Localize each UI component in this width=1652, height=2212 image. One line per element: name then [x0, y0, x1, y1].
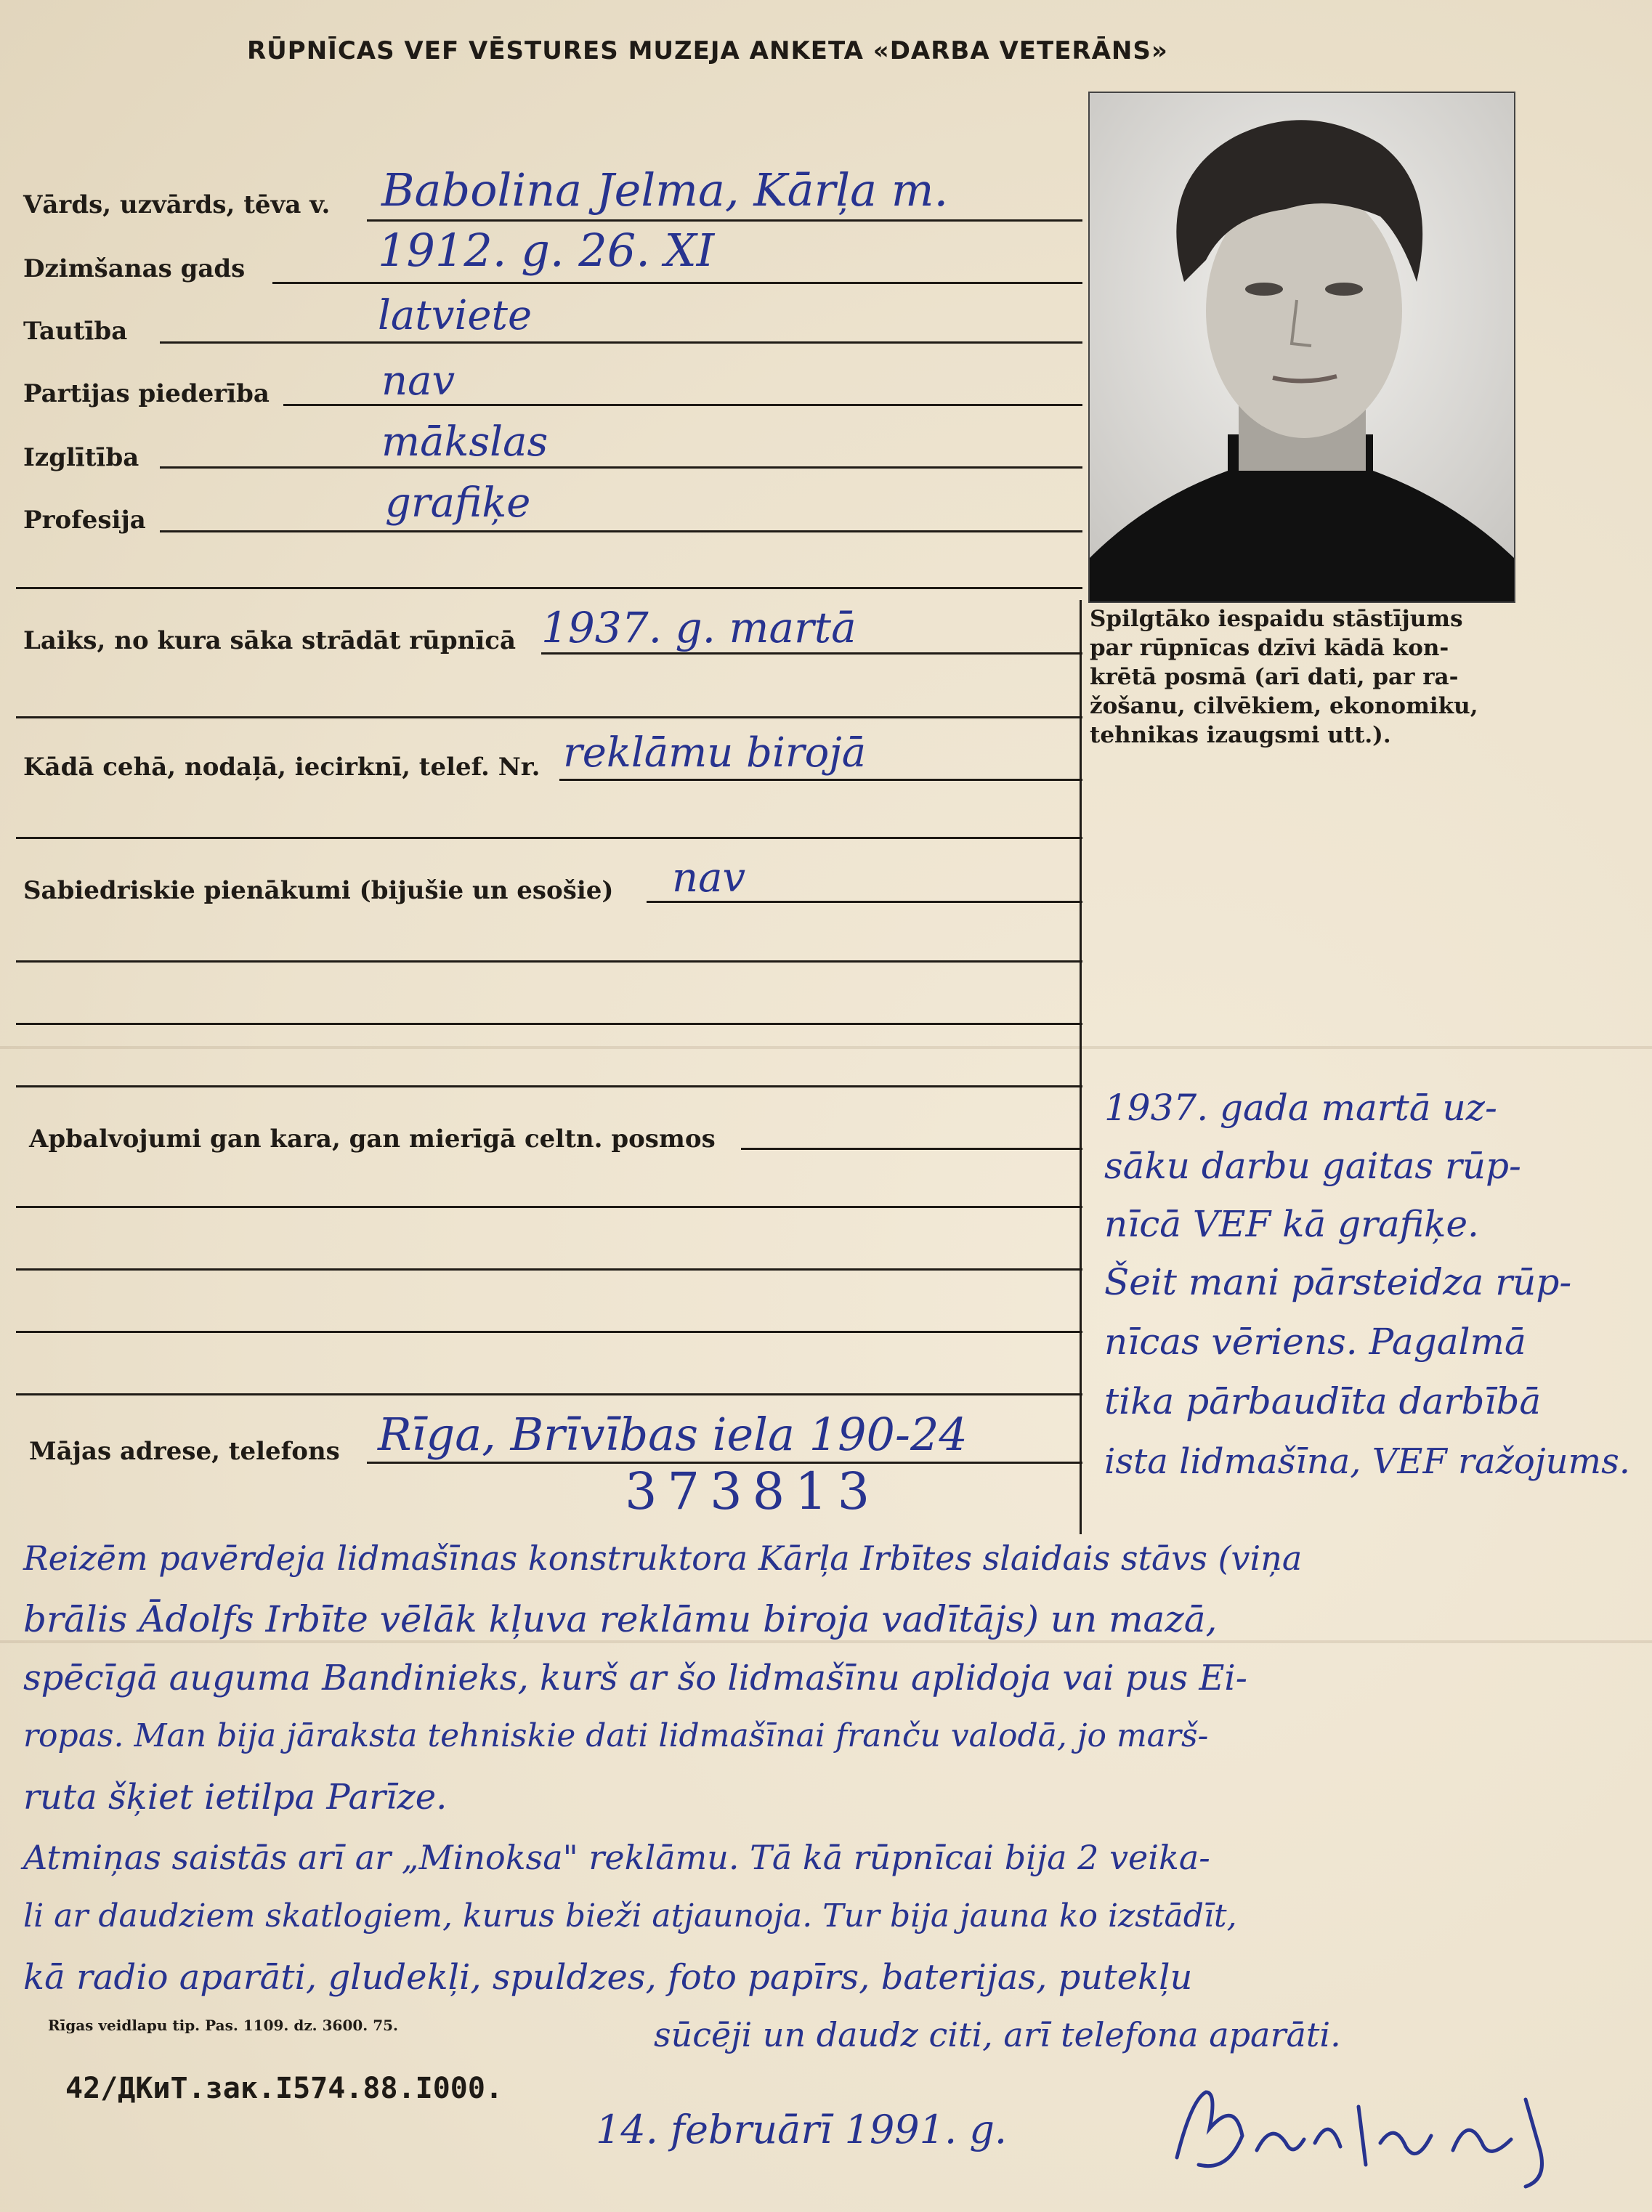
value-party: nav — [381, 357, 455, 405]
label-dept: Kādā cehā, nodaļā, iecirknī, telef. Nr. — [23, 753, 540, 782]
label-social: Sabiedriskie pienākumi (bijušie un esošie) — [23, 876, 614, 905]
story-bottom-line: Reizēm pavērdeja lidmašīnas konstruktora Kārļa Irbītes slaidais stāvs (viņa — [23, 1539, 1303, 1578]
line-awards — [741, 1148, 1082, 1150]
line-birth — [272, 282, 1082, 284]
line-start — [541, 652, 1082, 655]
caption-line: žošanu, cilvēkiem, ekonomiku, — [1090, 693, 1478, 719]
paper-fold — [0, 1046, 1652, 1049]
story-side-line: sāku darbu gaitas rūp- — [1104, 1145, 1521, 1187]
story-side-line: nīcā VEF kā grafiķe. — [1104, 1203, 1479, 1245]
separator-line — [16, 960, 1082, 963]
caption-line: tehnikas izaugsmi utt.). — [1090, 722, 1391, 748]
story-bottom-line: li ar daudziem skatlogiem, kurus bieži atjaunoja. Tur bija jauna ko izstādīt, — [23, 1897, 1237, 1935]
value-education: mākslas — [381, 418, 548, 466]
order-stamp: 42/ДКиТ.зак.I574.88.I000. — [65, 2072, 503, 2105]
caption-line: krētā posmā (arī dati, par ra- — [1090, 664, 1459, 690]
value-start: 1937. g. martā — [541, 603, 857, 652]
label-address: Mājas adrese, telefons — [29, 1437, 340, 1466]
story-side-line: nīcas vēriens. Pagalmā — [1104, 1321, 1526, 1363]
story-side-line: Šeit mani pārsteidza rūp- — [1104, 1261, 1572, 1303]
caption-line: Spilgtāko iespaidu stāstījums — [1090, 606, 1463, 632]
separator-line — [16, 1206, 1082, 1208]
story-side-line: ista lidmašīna, VEF ražojums. — [1104, 1441, 1630, 1482]
portrait-image — [1090, 93, 1514, 601]
label-education: Izglītība — [23, 443, 139, 472]
story-bottom-line: kā radio aparāti, gludekļi, spuldzes, foto papīrs, baterijas, putekļu — [23, 1957, 1193, 1998]
paper-fold — [0, 1640, 1652, 1643]
photo-caption — [1090, 604, 1526, 750]
value-dept: reklāmu birojā — [563, 729, 867, 777]
line-dept — [559, 779, 1082, 781]
signature-date: 14. februārī 1991. g. — [596, 2107, 1008, 2152]
line-name — [367, 219, 1082, 222]
separator-line — [16, 716, 1082, 718]
label-name: Vārds, uzvārds, tēva v. — [23, 190, 331, 219]
signature — [1148, 2070, 1613, 2194]
value-nationality: latviete — [378, 292, 533, 339]
story-side-line: 1937. gada martā uz- — [1104, 1087, 1497, 1129]
separator-line — [16, 1331, 1082, 1333]
label-nationality: Tautība — [23, 317, 128, 346]
column-divider — [1080, 600, 1082, 1534]
portrait-photo — [1088, 92, 1515, 603]
line-nationality — [160, 341, 1082, 344]
caption-line: par rūpnīcas dzīvi kādā kon- — [1090, 635, 1449, 661]
value-birth: 1912. g. 26. XI — [378, 224, 715, 277]
form-title: RŪPNĪCAS VEF VĒSTURES MUZEJA ANKETA «DARBA VETERĀNS» — [247, 36, 1168, 65]
value-profession: grafiķe — [385, 479, 531, 527]
separator-line — [16, 587, 1082, 589]
line-profession — [160, 530, 1082, 532]
separator-line — [16, 1023, 1082, 1025]
label-party: Partijas piederība — [23, 379, 270, 408]
story-bottom-line: brālis Ādolfs Irbīte vēlāk kļuva reklāmu biroja vadītājs) un mazā, — [23, 1598, 1218, 1640]
story-bottom-line: ropas. Man bija jāraksta tehniskie dati lidmašīnai franču valodā, jo marš- — [23, 1717, 1209, 1754]
separator-line — [16, 1085, 1082, 1087]
line-education — [160, 466, 1082, 469]
story-bottom-line: ruta šķiet ietilpa Parīze. — [23, 1777, 448, 1818]
label-start: Laiks, no kura sāka strādāt rūpnīcā — [23, 626, 517, 655]
story-bottom-line: sūcēji un daudz citi, arī telefona aparāti. — [654, 2015, 1341, 2054]
value-address: Rīga, Brīvības iela 190-24 — [378, 1408, 968, 1461]
story-bottom-line: spēcīgā auguma Bandinieks, kurš ar šo lidmašīnu aplidoja vai pus Ei- — [23, 1658, 1247, 1698]
story-side-line: tika pārbaudīta darbībā — [1104, 1380, 1542, 1422]
separator-line — [16, 1268, 1082, 1271]
value-name: Babolina Jelma, Kārļa m. — [381, 163, 949, 216]
value-social: nav — [672, 854, 746, 902]
label-profession: Profesija — [23, 506, 146, 535]
story-bottom-line: Atmiņas saistās arī ar „Minoksa" reklāmu. Tā kā rūpnīcai bija 2 veika- — [23, 1838, 1210, 1877]
separator-line — [16, 837, 1082, 839]
value-phone: 373813 — [625, 1462, 880, 1521]
printer-imprint: Rīgas veidlapu tip. Pas. 1109. dz. 3600. 75. — [48, 2017, 398, 2034]
label-awards: Apbalvojumi gan kara, gan mierīgā celtn. posmos — [29, 1125, 716, 1154]
separator-line — [16, 1393, 1082, 1395]
label-birth: Dzimšanas gads — [23, 254, 246, 283]
